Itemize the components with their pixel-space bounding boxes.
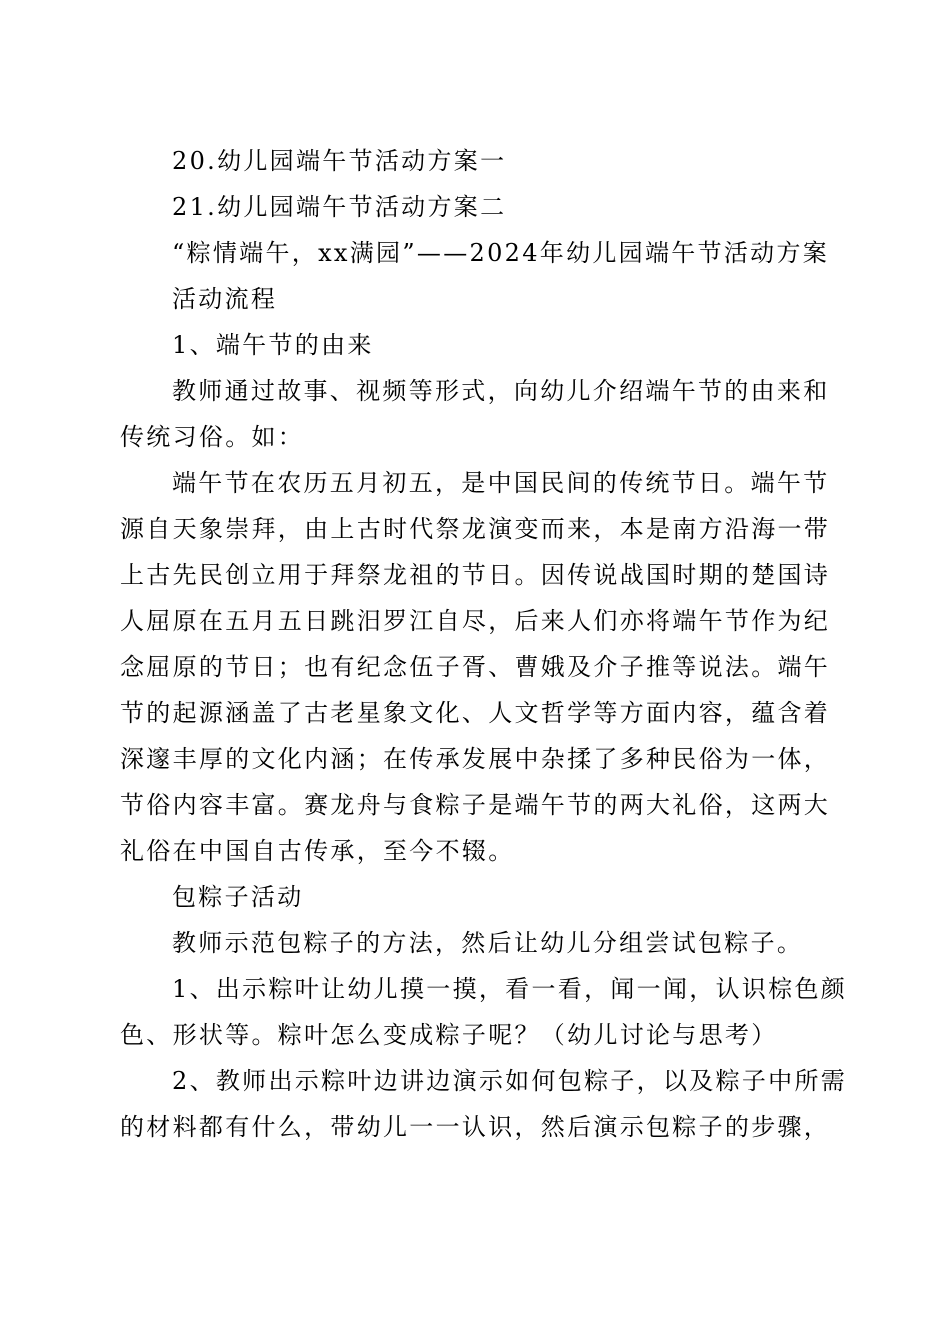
paragraph-line: 教师通过故事、视频等形式，向幼儿介绍端午节的由来和 — [172, 377, 830, 405]
subheading-origin: 1、端午节的由来 — [172, 331, 374, 359]
paragraph-line: 1、出示粽叶让幼儿摸一摸，看一看，闻一闻，认识棕色颜 — [172, 975, 848, 1003]
toc-item-21: 21.幼儿园端午节活动方案二 — [172, 193, 507, 221]
toc-item-20: 20.幼儿园端午节活动方案一 — [172, 147, 507, 175]
paragraph-line: 念屈原的节日；也有纪念伍子胥、曹娥及介子推等说法。端午 — [120, 653, 831, 681]
paragraph-line: 节俗内容丰富。赛龙舟与食粽子是端午节的两大礼俗，这两大 — [120, 791, 831, 819]
paragraph-line: 人屈原在五月五日跳汨罗江自尽，后来人们亦将端午节作为纪 — [120, 607, 831, 635]
paragraph-line: 传统习俗。如： — [120, 423, 305, 451]
paragraph-line: 教师示范包粽子的方法，然后让幼儿分组尝试包粽子。 — [172, 929, 804, 957]
subheading-zongzi-activity: 包粽子活动 — [172, 883, 304, 911]
document-title: “粽情端午，xx满园”——2024年幼儿园端午节活动方案 — [172, 239, 830, 267]
paragraph-line: 节的起源涵盖了古老星象文化、人文哲学等方面内容，蕴含着 — [120, 699, 831, 727]
paragraph-line: 深邃丰厚的文化内涵；在传承发展中杂揉了多种民俗为一体， — [120, 745, 831, 773]
paragraph-line: 礼俗在中国自古传承，至今不辍。 — [120, 837, 515, 865]
paragraph-line: 源自天象崇拜，由上古时代祭龙演变而来，本是南方沿海一带 — [120, 515, 831, 543]
paragraph-line: 2、教师出示粽叶边讲边演示如何包粽子，以及粽子中所需 — [172, 1067, 848, 1095]
paragraph-line: 的材料都有什么，带幼儿一一认识，然后演示包粽子的步骤， — [120, 1113, 831, 1141]
paragraph-line: 端午节在农历五月初五，是中国民间的传统节日。端午节 — [172, 469, 830, 497]
paragraph-line: 色、形状等。粽叶怎么变成粽子呢？（幼儿讨论与思考） — [120, 1021, 778, 1049]
section-heading-activity-flow: 活动流程 — [172, 285, 278, 313]
paragraph-line: 上古先民创立用于拜祭龙祖的节日。因传说战国时期的楚国诗 — [120, 561, 831, 589]
